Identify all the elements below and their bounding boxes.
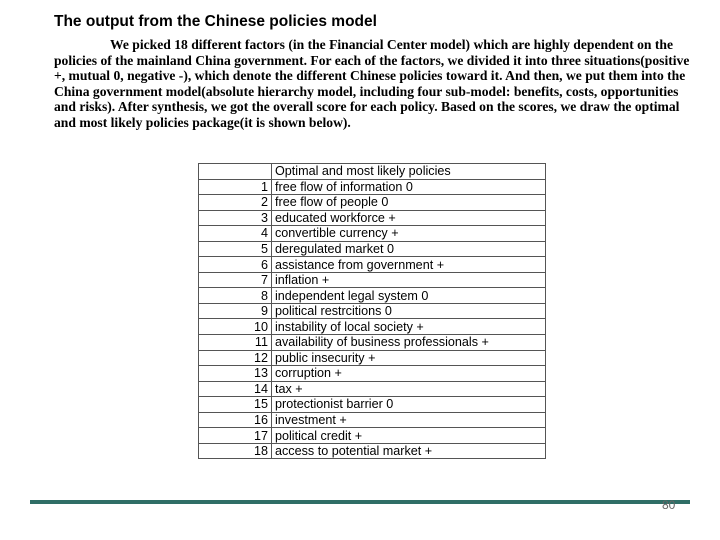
policy-cell: political restrcitions 0 [272, 303, 546, 319]
row-number: 14 [199, 381, 272, 397]
description-paragraph: We picked 18 different factors (in the Financial Center model) which are highly dependent on the policies of the mainland China government. For each of the factors, we divided it into three situations(positive +, mutual 0, negative -), which denote the different Chinese policies toward it. And then, we put them into the China government model(absolute hierarchy model, including four sub-model: benefits, costs, opportunities and risks). After synthesis, we got the overall score for each policy. Based on the scores, we draw the optimal and most likely policies package(it is shown below). [54, 37, 690, 130]
table-row [199, 381, 546, 397]
table-row [199, 443, 546, 459]
table-row [199, 257, 546, 273]
table-row [199, 366, 546, 382]
row-number: 17 [199, 428, 272, 444]
policy-cell: tax + [272, 381, 546, 397]
policy-cell: free flow of people 0 [272, 195, 546, 211]
table-row [199, 335, 546, 351]
table-row [199, 397, 546, 413]
row-number: 6 [199, 257, 272, 273]
policy-cell: free flow of information 0 [272, 179, 546, 195]
footer-divider [30, 500, 690, 504]
policy-cell: independent legal system 0 [272, 288, 546, 304]
row-number: 2 [199, 195, 272, 211]
policy-cell: convertible currency + [272, 226, 546, 242]
policy-cell: investment + [272, 412, 546, 428]
table-row [199, 179, 546, 195]
page-number: 80 [662, 498, 676, 512]
header-blank-cell [199, 164, 272, 180]
policy-cell: political credit + [272, 428, 546, 444]
row-number: 5 [199, 241, 272, 257]
policy-cell: assistance from government + [272, 257, 546, 273]
policy-cell: availability of business professionals + [272, 335, 546, 351]
table-row [199, 350, 546, 366]
row-number: 1 [199, 179, 272, 195]
table-row [199, 226, 546, 242]
table-row [199, 303, 546, 319]
policy-cell: inflation + [272, 272, 546, 288]
table-row [199, 195, 546, 211]
row-number: 10 [199, 319, 272, 335]
row-number: 8 [199, 288, 272, 304]
policy-cell: instability of local society + [272, 319, 546, 335]
policy-cell: deregulated market 0 [272, 241, 546, 257]
policy-cell: corruption + [272, 366, 546, 382]
table-row [199, 428, 546, 444]
table-row [199, 241, 546, 257]
row-number: 15 [199, 397, 272, 413]
table-row [199, 319, 546, 335]
table-row [199, 288, 546, 304]
row-number: 3 [199, 210, 272, 226]
row-number: 11 [199, 335, 272, 351]
table-row [199, 272, 546, 288]
policy-cell: protectionist barrier 0 [272, 397, 546, 413]
slide-title: The output from the Chinese policies model [54, 13, 377, 30]
policy-cell: educated workforce + [272, 210, 546, 226]
row-number: 12 [199, 350, 272, 366]
row-number: 18 [199, 443, 272, 459]
table-row [199, 210, 546, 226]
table-row [199, 412, 546, 428]
policy-cell: public insecurity + [272, 350, 546, 366]
policies-table [198, 163, 546, 459]
table-header: Optimal and most likely policies [272, 164, 546, 180]
row-number: 4 [199, 226, 272, 242]
row-number: 13 [199, 366, 272, 382]
policy-cell: access to potential market + [272, 443, 546, 459]
row-number: 7 [199, 272, 272, 288]
row-number: 9 [199, 303, 272, 319]
table-header-row [199, 164, 546, 180]
row-number: 16 [199, 412, 272, 428]
